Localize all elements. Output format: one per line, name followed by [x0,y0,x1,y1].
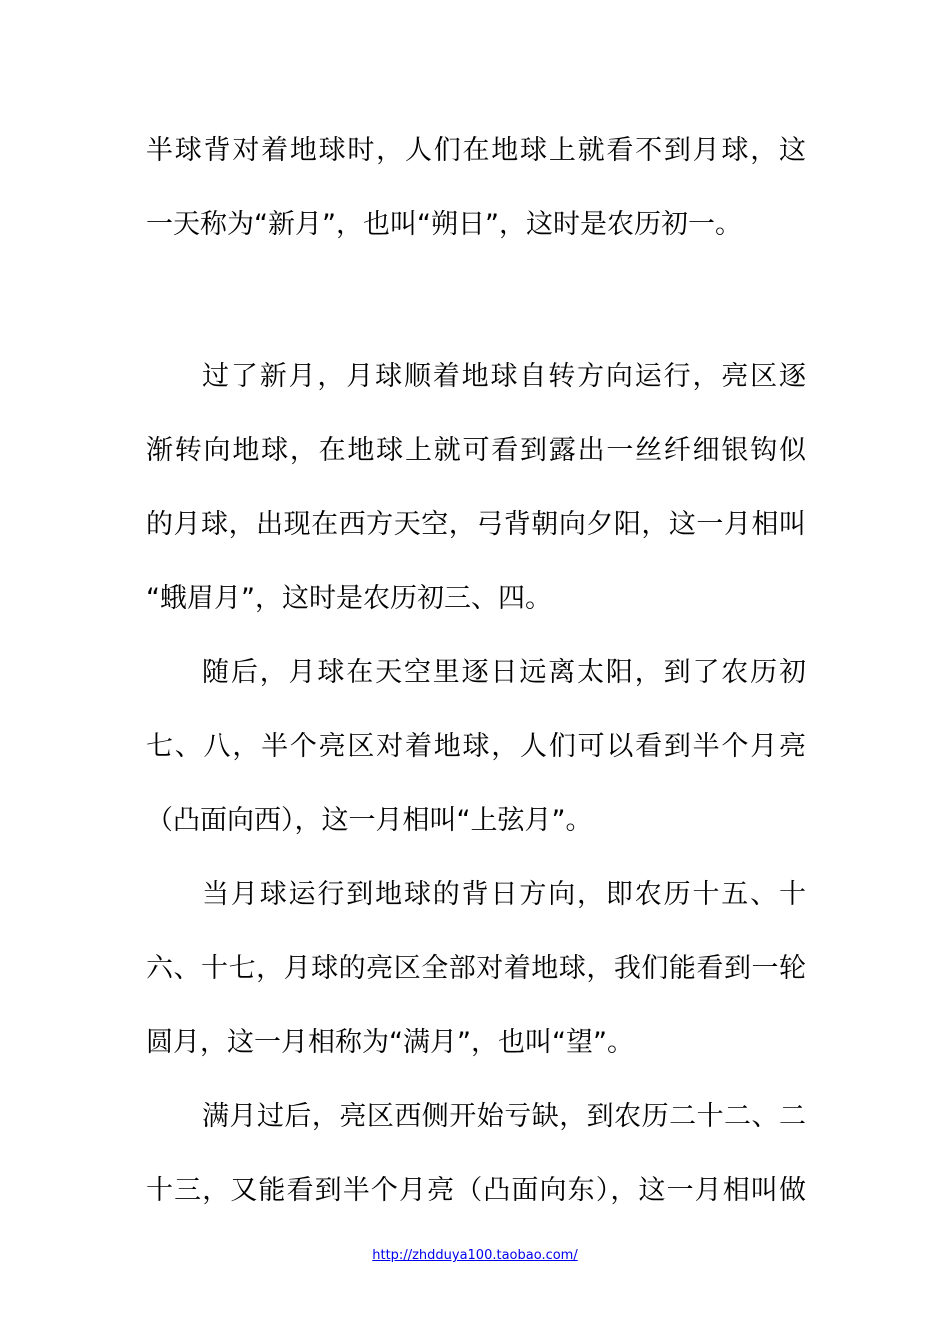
text-line: 的月球，出现在西方天空，弓背朝向夕阳，这一月相叫 [146,509,806,540]
text-line: 一天称为“新月”，也叫“朔日”，这时是农历初一。 [146,209,742,240]
text-line: 十三，又能看到半个月亮（凸面向东），这一月相叫做 [146,1175,806,1206]
footer-url-link[interactable]: http://zhdduya100.taobao.com/ [372,1248,578,1263]
text-line: 六、十七，月球的亮区全部对着地球，我们能看到一轮 [146,953,806,984]
text-line: 渐转向地球，在地球上就可看到露出一丝纤细银钩似 [146,435,806,466]
footer [0,1247,950,1265]
text-line: 过了新月，月球顺着地球自转方向运行，亮区逐 [202,361,806,392]
text-line: 七、八，半个亮区对着地球，人们可以看到半个月亮 [146,731,806,762]
text-line: 半球背对着地球时，人们在地球上就看不到月球，这 [146,135,806,166]
text-line: （凸面向西），这一月相叫“上弦月”。 [146,805,593,836]
text-line: 当月球运行到地球的背日方向，即农历十五、十 [202,879,806,910]
text-line: 圆月，这一月相称为“满月”，也叫“望”。 [146,1027,634,1058]
text-line: 随后，月球在天空里逐日远离太阳，到了农历初 [202,657,806,688]
text-line: “蛾眉月”，这时是农历初三、四。 [146,583,552,614]
text-line: 满月过后，亮区西侧开始亏缺，到农历二十二、二 [202,1101,806,1132]
